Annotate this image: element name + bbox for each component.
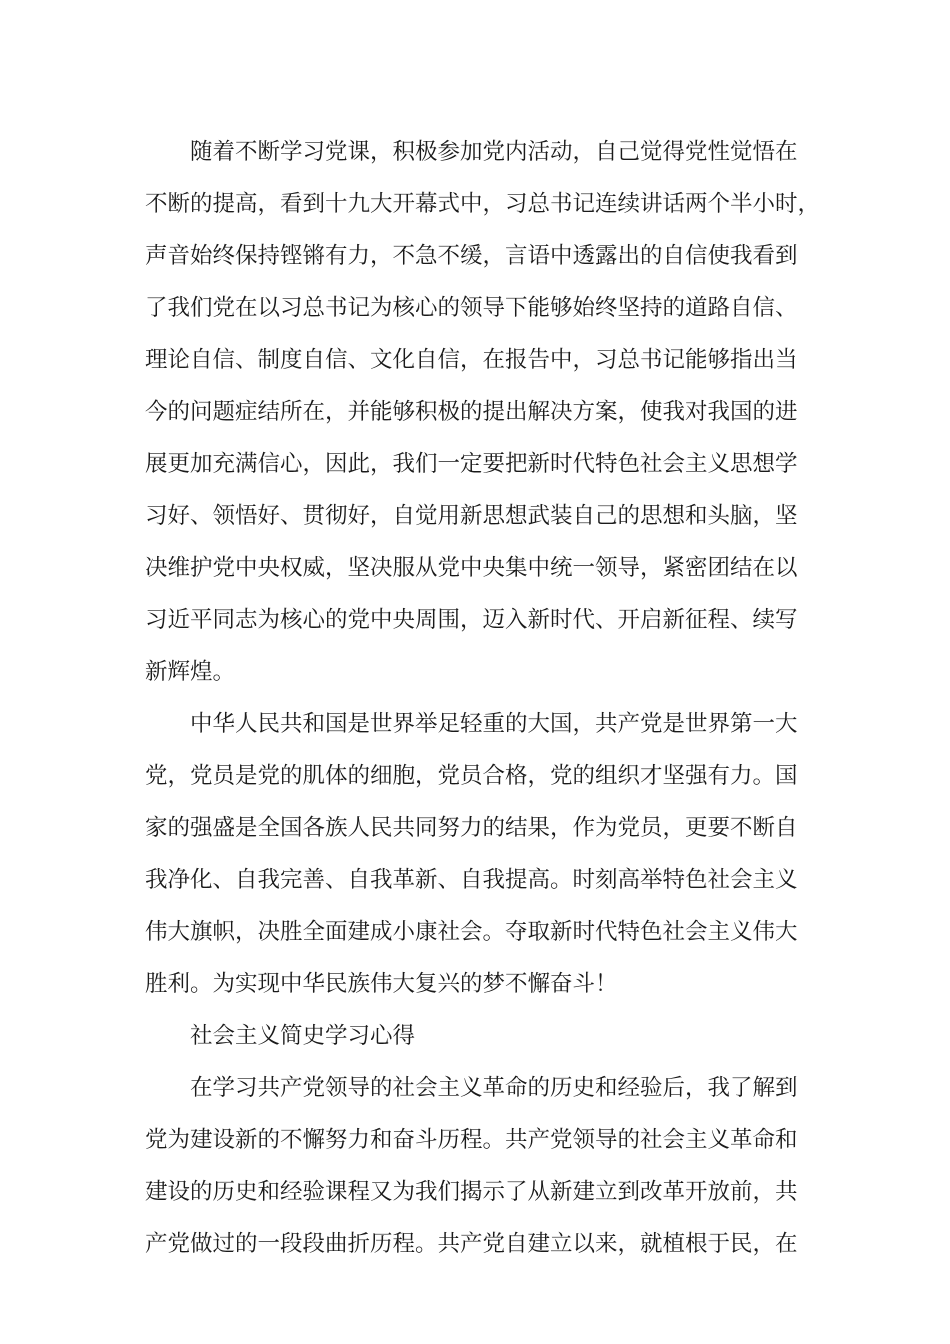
paragraph-1-line-6: 今的问题症结所在，并能够积极的提出解决方案，使我对我国的进 [145,399,798,425]
paragraph-1-line-2: 不断的提高，看到十九大开幕式中，习总书记连续讲话两个半小时， [145,191,821,217]
paragraph-1-line-7: 展更加充满信心，因此，我们一定要把新时代特色社会主义思想学 [145,451,798,477]
paragraph-2-line-5: 伟大旗帜，决胜全面建成小康社会。夺取新时代特色社会主义伟大 [145,919,798,945]
paragraph-1-line-10: 习近平同志为核心的党中央周围，迈入新时代、开启新征程、续写 [145,607,798,633]
paragraph-2-line-6: 胜利。为实现中华民族伟大复兴的梦不懈奋斗！ [145,971,618,997]
paragraph-3-line-4: 产党做过的一段段曲折历程。共产党自建立以来，就植根于民，在 [145,1231,798,1257]
paragraph-3-line-2: 党为建设新的不懈努力和奋斗历程。共产党领导的社会主义革命和 [145,1127,798,1153]
paragraph-2-line-2: 党，党员是党的肌体的细胞，党员合格，党的组织才坚强有力。国 [145,763,798,789]
paragraph-2-line-3: 家的强盛是全国各族人民共同努力的结果，作为党员，更要不断自 [145,815,798,841]
paragraph-1-line-4: 了我们党在以习总书记为核心的领导下能够始终坚持的道路自信、 [145,295,798,321]
paragraph-3-line-3: 建设的历史和经验课程又为我们揭示了从新建立到改革开放前，共 [145,1179,798,1205]
paragraph-1-line-3: 声音始终保持铿锵有力，不急不缓，言语中透露出的自信使我看到 [145,243,798,269]
paragraph-1-line-8: 习好、领悟好、贯彻好，自觉用新思想武装自己的思想和头脑，坚 [145,503,798,529]
paragraph-2-line-4: 我净化、自我完善、自我革新、自我提高。时刻高举特色社会主义 [145,867,798,893]
paragraph-3-line-1: 在学习共产党领导的社会主义革命的历史和经验后，我了解到 [190,1075,798,1101]
paragraph-1-line-5: 理论自信、制度自信、文化自信，在报告中，习总书记能够指出当 [145,347,798,373]
section-heading: 社会主义简史学习心得 [190,1023,416,1049]
paragraph-1-line-1: 随着不断学习党课，积极参加党内活动，自己觉得党性觉悟在 [190,139,798,165]
paragraph-2-line-1: 中华人民共和国是世界举足轻重的大国，共产党是世界第一大 [190,711,798,737]
paragraph-1-line-11: 新辉煌。 [145,659,236,685]
paragraph-1-line-9: 决维护党中央权威，坚决服从党中央集中统一领导，紧密团结在以 [145,555,798,581]
